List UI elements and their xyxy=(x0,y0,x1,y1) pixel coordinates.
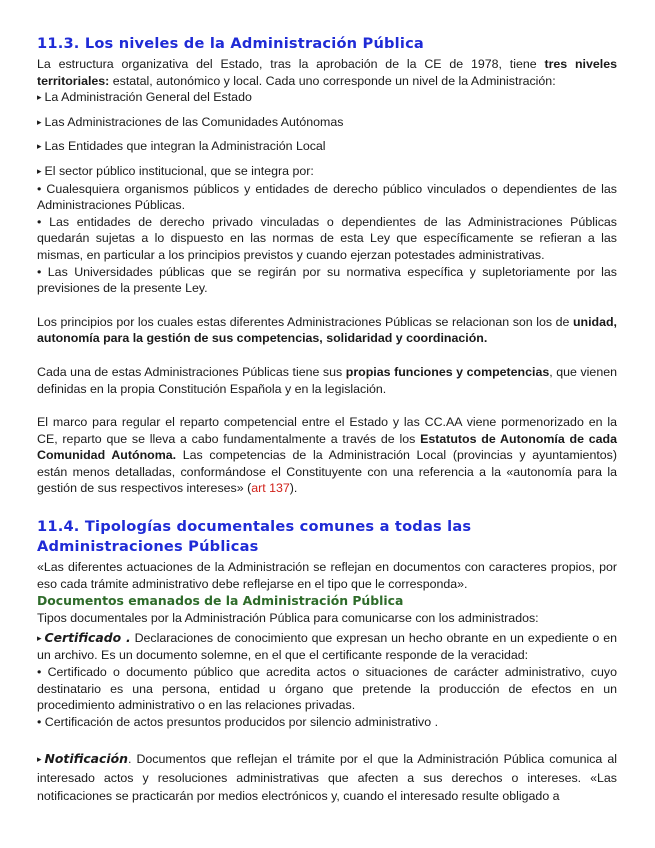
functions-text-end: , que vienen definidas en la propia Constitución Española y en la legislación. xyxy=(37,364,617,396)
section-heading-11-4: 11.4. Tipologías documentales comunes a todas las Administraciones Públicas xyxy=(37,518,472,556)
dot-bullet-icon: • xyxy=(37,714,45,729)
document-page xyxy=(37,34,617,805)
cert-item xyxy=(37,714,617,731)
triangle-bullet-icon: ▸ xyxy=(37,632,42,643)
certificado-label: Certificado . xyxy=(44,629,131,645)
certificado-paragraph xyxy=(37,630,617,664)
intro-bold-text: tres niveles territoriales: xyxy=(37,57,617,88)
dot-bullet-icon: • xyxy=(37,665,48,680)
sub-item xyxy=(37,181,617,214)
competences-text-mid: Las competencias de la Administración Local (provincias y ayuntamientos) están menos detalladas, conformándose el Constituyente con una referencia a la «autonomía para la gestión de sus respectivos intereses» ( xyxy=(37,448,617,496)
certificado-text: Declaraciones de conocimiento que expresan un hecho obrante en un expediente o en un archivo. Es un documento solemne, en el que el certificante responde de la veracidad: xyxy=(37,630,617,663)
level-item-text: Las Entidades que integran la Administración Local xyxy=(44,139,326,154)
competences-text: El marco para regular el reparto competencial entre el Estado y las CC.AA viene pormenorizado en la CE, reparto que se lleva a cabo fundamentalmente a través de los xyxy=(37,415,617,446)
notificacion-label: Notificación xyxy=(44,751,128,767)
functions-text: Cada una de estas Administraciones Públicas tiene sus xyxy=(37,364,346,379)
level-item xyxy=(37,163,617,181)
dot-bullet-icon: • xyxy=(37,264,48,279)
competences-bold-text: Estatutos de Autonomía de cada Comunidad Autónoma. xyxy=(37,431,617,463)
principles-paragraph xyxy=(37,314,617,347)
notificacion-text: . Documentos que reflejan el trámite por el que la Administración Pública comunica al interesado actos y resoluciones administrativas que afecten a sus derechos o intereses. «Las notificaciones se practicarán por medios electrónicos y, cuando el interesado resulte obligado a xyxy=(37,752,617,804)
dot-bullet-icon: • xyxy=(37,181,47,196)
principles-bold-text: unidad, autonomía para la gestión de sus competencias, solidaridad y coordinación. xyxy=(37,314,617,346)
competences-text-end: ). xyxy=(289,481,298,496)
level-item xyxy=(37,114,617,132)
cert-item-text: Certificado o documento público que acredita actos o situaciones de carácter administrativo, cuyo destinatario es una persona, entidad u órgano que pretende la producción de efectos en un procedimiento administrativo o en las relaciones privadas. xyxy=(37,665,618,713)
competences-paragraph xyxy=(37,414,617,497)
functions-bold-text: propias funciones y competencias xyxy=(345,364,550,379)
level-item-text: El sector público institucional, que se integra por: xyxy=(44,163,314,178)
triangle-bullet-icon: ▸ xyxy=(37,165,42,176)
sub-item xyxy=(37,214,617,264)
level-item xyxy=(37,89,617,107)
article-137-link[interactable]: art 137 xyxy=(251,481,290,496)
quote-paragraph: «Las diferentes actuaciones de la Administración se reflejan en documentos con caracteres propios, por eso cada trámite administrativo debe reflejarse en el tipo que le corresponda». xyxy=(37,560,617,591)
level-item xyxy=(37,138,617,156)
types-intro: Tipos documentales por la Administración Pública para comunicarse con los administrados: xyxy=(37,611,539,626)
level-item-text: La Administración General del Estado xyxy=(44,90,252,105)
sub-item-text: Cualesquiera organismos públicos y entidades de derecho público vinculados o dependientes de las Administraciones Públicas. xyxy=(37,181,618,213)
sub-item xyxy=(37,264,617,297)
functions-paragraph xyxy=(37,364,617,397)
sub-item-text: Las Universidades públicas que se regirán por su normativa específica y supletoriamente por las previsiones de la presente Ley. xyxy=(37,264,618,296)
triangle-bullet-icon: ▸ xyxy=(37,141,42,152)
sub-item-text: Las entidades de derecho privado vinculadas o dependientes de las Administraciones Públicas quedarán sujetas a lo dispuesto en las normas de esta Ley que específicamente se refieran a las mismas, en particular a los principios previstos y cuando ejerzan potestades administrativas. xyxy=(37,214,618,262)
intro-text: La estructura organizativa del Estado, tras la aprobación de la CE de 1978, tiene xyxy=(37,57,545,71)
section-heading-11-3: 11.3. Los niveles de la Administración Pública xyxy=(37,35,424,52)
intro-text-end: estatal, autonómico y local. Cada uno corresponde un nivel de la Administración: xyxy=(109,73,556,88)
triangle-bullet-icon: ▸ xyxy=(37,92,42,103)
dot-bullet-icon: • xyxy=(37,214,50,229)
triangle-bullet-icon: ▸ xyxy=(37,116,42,127)
subheading-documentos: Documentos emanados de la Administración Pública xyxy=(37,593,404,609)
principles-text: Los principios por los cuales estas diferentes Administraciones Públicas se relacionan son los de xyxy=(37,314,573,329)
cert-item xyxy=(37,664,617,714)
notificacion-paragraph xyxy=(37,750,617,805)
levels-intro-paragraph xyxy=(37,56,617,89)
cert-item-text: Certificación de actos presuntos producidos por silencio administrativo . xyxy=(44,714,439,729)
level-item-text: Las Administraciones de las Comunidades Autónomas xyxy=(44,114,344,129)
triangle-bullet-icon: ▸ xyxy=(37,754,42,765)
